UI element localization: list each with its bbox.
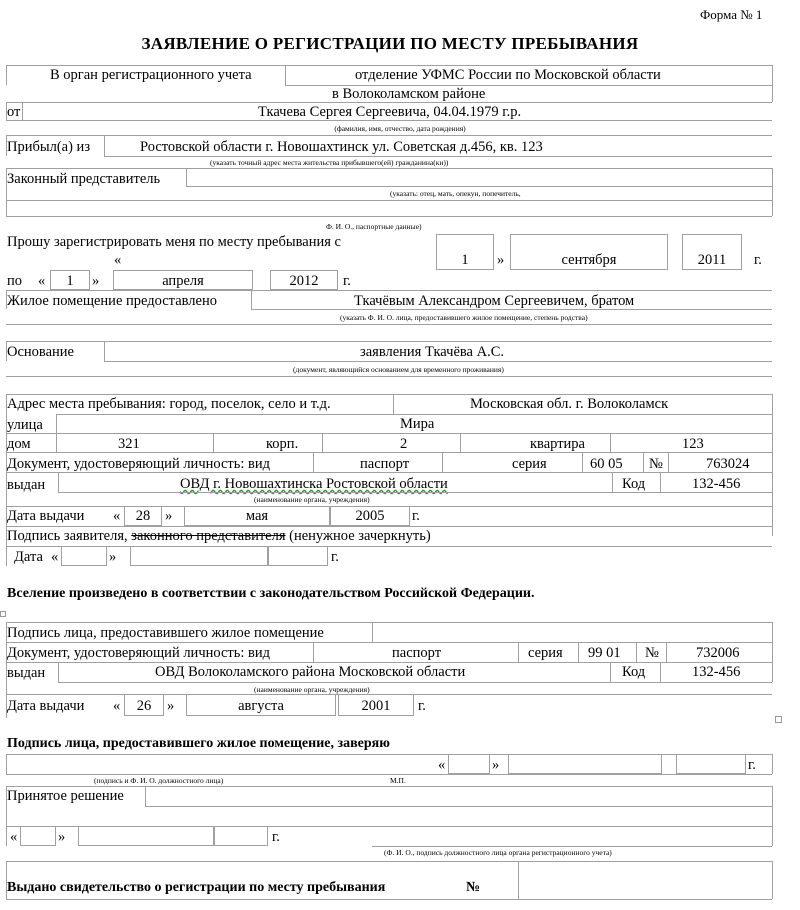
- year-suffix: г.: [412, 508, 420, 524]
- quote-close: »: [167, 698, 175, 714]
- doc1-code-label: Код: [622, 476, 646, 492]
- quote-close: »: [109, 549, 117, 565]
- representative-hint2: Ф. И. О., паспортные данные): [326, 222, 422, 231]
- to-day[interactable]: 1: [66, 273, 74, 289]
- quote-close: »: [165, 508, 173, 524]
- doc1-issued-by-text: ОВД г. Новошахтинска Ростовской области: [180, 476, 448, 492]
- year-suffix: г.: [331, 549, 339, 565]
- provider-year[interactable]: 2001: [361, 698, 391, 714]
- year-suffix: г.: [418, 698, 426, 714]
- to-label: по: [7, 273, 23, 289]
- quote-close: »: [497, 252, 505, 268]
- basis-label: Основание: [7, 344, 74, 360]
- signature-month-box[interactable]: [130, 546, 268, 566]
- arrived-hint: (указать точный адрес места жительства прибывшего(ей) гражданина(ки)): [210, 158, 449, 167]
- organ-label: В орган регистрационного учета: [50, 67, 252, 83]
- provider-month[interactable]: августа: [238, 698, 284, 714]
- quote-close: »: [58, 829, 66, 845]
- certificate-num-label: №: [466, 880, 481, 895]
- quote-open: «: [38, 273, 46, 289]
- signature-year-box[interactable]: [268, 546, 328, 566]
- flat-value[interactable]: 123: [682, 436, 704, 452]
- provider-code-label: Код: [622, 664, 646, 680]
- provider-code[interactable]: 132-456: [692, 664, 741, 680]
- certify-day-box[interactable]: [448, 754, 490, 774]
- from-month[interactable]: сентября: [561, 252, 617, 268]
- from-hint: (фамилия, имя, отчество, дата рождения): [334, 124, 466, 133]
- doc1-code[interactable]: 132-456: [692, 476, 741, 492]
- doc1-type[interactable]: паспорт: [360, 456, 410, 472]
- signature-label: [7, 528, 431, 544]
- basis-value[interactable]: заявления Ткачёва А.С.: [360, 344, 504, 360]
- settlement-text: [7, 586, 534, 602]
- quote-open: «: [114, 252, 122, 268]
- from-day[interactable]: 1: [461, 252, 469, 268]
- provider-label: Подпись лица, предоставившего жилое помещение: [7, 625, 324, 641]
- korp-value[interactable]: 2: [400, 436, 408, 452]
- decision-year-box[interactable]: [214, 826, 268, 846]
- doc1-year[interactable]: 2005: [355, 508, 385, 524]
- from-year[interactable]: 2011: [697, 252, 727, 268]
- doc1-date-label: Дата выдачи: [7, 508, 85, 524]
- quote-open: «: [10, 829, 18, 845]
- quote-close: »: [92, 273, 100, 289]
- decision-day-box[interactable]: [20, 826, 56, 846]
- from-label: от: [7, 104, 21, 120]
- provider-issued-by[interactable]: ОВД Волоколамского района Московской области: [155, 664, 466, 680]
- period-request: Прошу зарегистрировать меня по месту пребывания с: [7, 234, 341, 250]
- doc1-series-label: серия: [512, 456, 547, 472]
- street-value[interactable]: Мира: [400, 416, 435, 432]
- quote-close: »: [492, 757, 500, 773]
- provider-type[interactable]: паспорт: [392, 645, 442, 661]
- housing-value[interactable]: Ткачёвым Александром Сергеевичем, братом: [354, 293, 635, 309]
- flat-label: квартира: [530, 436, 585, 452]
- certificate-text: Выдано свидетельство о регистрации по месту пребывания: [7, 880, 386, 895]
- form-number: Форма № 1: [700, 7, 763, 22]
- doc1-num-label: №: [649, 456, 663, 472]
- quote-open: «: [438, 757, 446, 773]
- provider-issued-label: выдан: [7, 665, 46, 681]
- housing-label: Жилое помещение предоставлено: [7, 293, 217, 309]
- quote-open: «: [113, 698, 121, 714]
- resize-handle[interactable]: [0, 611, 6, 617]
- signature-label-c: (ненужное зачеркнуть): [289, 528, 431, 544]
- quote-open: «: [113, 508, 121, 524]
- official-hint: (Ф. И. О., подпись должностного лица органа регистрационного учета): [384, 848, 612, 857]
- organ-value-line1[interactable]: отделение УФМС России по Московской области: [355, 67, 661, 83]
- house-label: дом: [7, 436, 31, 452]
- provider-issued-hint: (наименование органа, учреждения): [254, 685, 370, 694]
- signature-date-label: Дата: [14, 549, 43, 565]
- certify-heading: Подпись лица, предоставившего жилое помещение, заверяю: [7, 736, 390, 751]
- provider-number[interactable]: 732006: [696, 645, 740, 661]
- decision-month-box[interactable]: [78, 826, 214, 846]
- year-suffix: г.: [748, 757, 756, 773]
- to-year[interactable]: 2012: [289, 273, 319, 289]
- certify-mp: М.П.: [390, 776, 406, 785]
- address-city[interactable]: Московская обл. г. Волоколамск: [470, 396, 669, 412]
- certify-year-box[interactable]: [676, 754, 746, 774]
- signature-day-box[interactable]: [61, 546, 107, 566]
- doc1-number[interactable]: 763024: [706, 456, 750, 472]
- doc1-issued-hint: (наименование органа, учреждения): [254, 495, 370, 504]
- provider-doc-label: Документ, удостоверяющий личность: вид: [7, 645, 271, 661]
- provider-series[interactable]: 99 01: [588, 645, 621, 661]
- resize-handle[interactable]: [775, 716, 782, 723]
- doc1-month[interactable]: мая: [245, 508, 269, 524]
- certify-hint: (подпись и Ф. И. О. должностного лица): [94, 776, 224, 785]
- decision-label: Принятое решение: [7, 788, 124, 804]
- quote-open: «: [51, 549, 59, 565]
- representative-label: Законный представитель: [7, 171, 161, 187]
- form-title: ЗАЯВЛЕНИЕ О РЕГИСТРАЦИИ ПО МЕСТУ ПРЕБЫВАНИЯ: [141, 34, 639, 53]
- housing-hint: (указать Ф. И. О. лица, предоставившего жилое помещение, степень родства): [340, 313, 588, 322]
- house-value[interactable]: 321: [118, 436, 140, 452]
- settlement-text-body: Вселение произведено в соответствии с законодательством Российской Федерации: [7, 586, 531, 601]
- provider-series-label: серия: [528, 645, 563, 661]
- korp-label: корп.: [266, 436, 299, 452]
- address-label: Адрес места пребывания: город, поселок, село и т.д.: [7, 396, 331, 412]
- arrived-value[interactable]: Ростовской области г. Новошахтинск ул. Советская д.456, кв. 123: [140, 139, 543, 155]
- basis-hint: (документ, являющийся основанием для временного проживания): [293, 365, 504, 374]
- year-suffix: г.: [343, 273, 351, 289]
- provider-day[interactable]: 26: [136, 698, 152, 714]
- organ-value-line2[interactable]: в Волоколамском районе: [332, 86, 486, 102]
- doc1-label: Документ, удостоверяющий личность: вид: [7, 456, 271, 472]
- provider-date-label: Дата выдачи: [7, 698, 85, 714]
- arrived-label: Прибыл(а) из: [7, 139, 91, 155]
- doc1-series[interactable]: 60 05: [590, 456, 623, 472]
- from-value[interactable]: Ткачева Сергея Сергеевича, 04.04.1979 г.р.: [258, 104, 522, 120]
- signature-label-a: Подпись заявителя,: [7, 528, 128, 544]
- year-suffix: г.: [754, 252, 762, 268]
- signature-label-b: законного представителя: [131, 528, 286, 544]
- street-label: улица: [7, 417, 43, 433]
- doc1-issued-label: выдан: [7, 477, 46, 493]
- settlement-dot: .: [530, 586, 535, 601]
- representative-hint1: (указать: отец, мать, опекун, попечитель,: [390, 189, 521, 198]
- year-suffix: г.: [272, 829, 280, 845]
- provider-num-label: №: [645, 645, 659, 661]
- doc1-issued-by[interactable]: [180, 476, 448, 492]
- to-month[interactable]: апреля: [162, 273, 204, 289]
- doc1-day[interactable]: 28: [135, 508, 151, 524]
- certify-month-box[interactable]: [508, 754, 662, 774]
